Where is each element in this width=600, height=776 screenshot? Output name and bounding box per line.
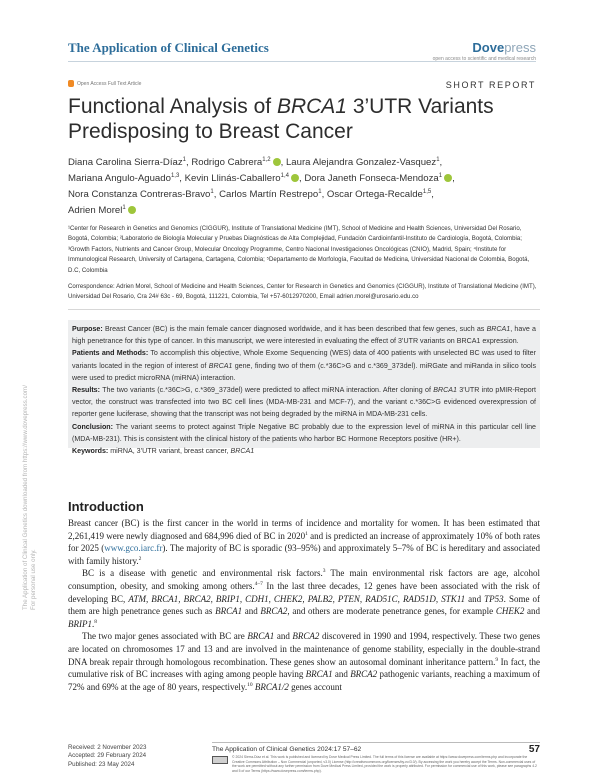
publication-dates: [68, 744, 146, 769]
author-name: Nora Constanza Contreras-Bravo: [68, 189, 211, 200]
open-access-label: [68, 80, 141, 87]
correspondence[interactable]: Correspondence: Adrien Morel, School of Medicine and Health Sciences, Center for Research in Genetics and Genomics (CIGGUR), Institute of Translational Medicine (IMT), Universidad Del Rosario, Cra 24# 63c - 69, Bogotá, 111221, Colombia, Tel +57-6012970200, Email adrien.morel@urosario.edu.co: [68, 283, 537, 301]
author-separator: ,: [179, 173, 185, 184]
footer-journal-citation: The Application of Clinical Genetics 2024:17 57–62: [212, 746, 362, 753]
gco-link[interactable]: www.gco.iarc.fr: [104, 543, 163, 554]
orcid-icon[interactable]: [444, 174, 452, 182]
publisher-name: Dove: [472, 40, 505, 55]
article-title: Functional Analysis of BRCA1 3’UTR Variants Predisposing to Breast Cancer: [68, 95, 494, 143]
page-number: 57: [528, 744, 540, 755]
author-affiliation-ref: 1: [210, 188, 214, 195]
license-text: © 2024 Sierra-Díaz et al. This work is published and licensed by Dove Medical Press Limited. The full terms of this license are available at https://www.dovepress.com/terms.php and incorporate the Creative Commons Attribution – Non Commercial (unported, v3.0) License (http://creativecommons.org/licenses/by-nc/3.0/). By accessing the work you hereby accept the Terms. Non-commercial uses of the work are permitted without any further permission from Dove Medical Press Limited, provided the work is properly attributed. For permission for commercial use of this work, please see paragraphs 4.2 and 5 of our Terms (https://www.dovepress.com/terms.php).: [232, 755, 537, 773]
orcid-icon[interactable]: [128, 206, 136, 214]
publisher-logo[interactable]: [433, 40, 536, 62]
watermark-line-2: For personal use only.: [30, 549, 37, 610]
author-name: Laura Alejandra Gonzalez-Vasquez: [285, 157, 437, 168]
author-separator: ,: [431, 189, 434, 200]
author-separator: ,: [298, 173, 305, 184]
author-affiliation-ref: 1,3: [170, 172, 180, 179]
creative-commons-icon[interactable]: [212, 756, 228, 764]
author-name: Adrien Morel: [68, 205, 123, 216]
author-affiliation-ref: 1,5: [422, 188, 432, 195]
date-received: Received: 2 November 2023: [68, 744, 147, 751]
author-affiliation-ref: 1: [438, 172, 443, 179]
author-separator: ,: [280, 157, 286, 168]
author-separator: ,: [213, 189, 220, 200]
intro-paragraph-2: BC is a disease with genetic and environmental risk factors.$^3$ The main environmental risk factors are age, alcohol consumption, obesity, and smoking among others.$^{4-7}$ In the last three decades, 12 genes have been associated with the risk of developing BC, ATM, BRCA1, BRCA2, BRIP1, CDH1, CHEK2, PALB2, PTEN, RAD51C, RAD51D, STK11 and TP53. Some of them are high penetrance genes such as BRCA1 and BRCA2, and others are moderate penetrance genes, for example CHEK2 and BRIP1.$^8$: [68, 568, 541, 629]
open-access-text: Open Access Full Text Article: [77, 80, 142, 87]
author-separator: ,: [185, 157, 192, 168]
author-affiliation-ref: 1: [182, 156, 186, 163]
abstract-keywords: Keywords: miRNA, 3’UTR variant, breast cancer, BRCA1: [72, 447, 255, 456]
footer-divider: [212, 742, 540, 743]
intro-paragraph-1: Breast cancer (BC) is the first cancer in the world in terms of incidence and mortality for women. It has been estimated that 2,261,419 were newly diagnosed and 684,996 died of BC in 2020$^1$ and is predicted an increase of approximately 10% of both rates for 2025 (www.gco.iarc.fr). The majority of BC is sporadic (93–95%) and approximately 5–7% of BC is hereditary and associated with family history.$^2$: [68, 518, 540, 566]
affiliations: ¹Center for Research in Genetics and Genomics (CIGGUR), Institute of Translational Medicine (IMT), School of Medicine and Health Sciences, Universidad Del Rosario, Bogotá, Colombia; ²Laboratorio de Biología Molecular y Pruebas Diagnósticas de Alta Complejidad, Fundación Cardioinfantil-Instituto de Cardiología, Bogotá, Colombia; ³Growth Factors, Nutrients and Cancer Group, Molecular Oncology Programme, Centro Nacional Investigaciones Oncológicas (CNIO), Madrid, Spain; ⁴Institute for Immunological Research, University of Cartagena, Cartagena, Colombia; ⁵Departamento de Morfología, Facultad de Medicina, Universidad Nacional de Colombia, Bogotá, D.C, Colombia: [68, 225, 530, 274]
watermark-line-1: The Application of Clinical Genetics downloaded from https://www.dovepress.com/: [22, 385, 29, 610]
article-type: SHORT REPORT: [445, 80, 536, 90]
author-affiliation-ref: 1: [318, 188, 322, 195]
author-name: Rodrigo Cabrera: [191, 157, 263, 168]
journal-name: The Application of Clinical Genetics: [68, 40, 269, 55]
download-watermark: [22, 190, 37, 610]
author-affiliation-ref: 1: [122, 204, 126, 211]
author-affiliation-ref: 1,4: [280, 172, 289, 179]
author-name: Dora Janeth Fonseca-Mendoza: [304, 173, 439, 184]
abstract-box: [68, 320, 540, 456]
open-access-lock-icon: [68, 80, 74, 87]
publisher-suffix: press: [504, 40, 536, 55]
author-name: Diana Carolina Sierra-Díaz: [68, 157, 183, 168]
date-published: Published: 23 May 2024: [68, 760, 135, 768]
author-name: Kevin Llinás-Caballero: [184, 173, 281, 184]
introduction-heading: Introduction: [68, 499, 144, 514]
author-separator: ,: [439, 157, 443, 168]
publisher-tagline: open access to scientific and medical research: [432, 56, 536, 62]
date-accepted: Accepted: 29 February 2024: [68, 752, 147, 760]
author-list: [68, 155, 538, 219]
section-divider: [68, 309, 540, 310]
header-divider: [68, 61, 536, 62]
author-affiliation-ref: 1: [436, 156, 440, 163]
abstract-conclusion: Conclusion: The variant seems to protect against Triple Negative BC probably due to the expression level of miRNA in this particular cell line (MDA-MB-231). This is consistent with the clinical history of the patients who harbor BC Hormone Receptors positive (HR+).: [72, 422, 536, 443]
abstract-methods: Patients and Methods: To accomplish this objective, Whole Exome Sequencing (WES) data of 400 patients with unselected BC was used to filter variants located in the region of interest of BRCA1 gene, finding two of them (c.*36C>G and c.*369_373del). miRGate and miRanda in silico tools were used to predict microRNA (miRNA) interaction.: [72, 349, 536, 382]
abstract-results: Results: The two variants (c.*36C>G, c.*369_373del) were predicted to affect miRNA interaction. After cloning of BRCA1 3’UTR into pMIR-Report vector, the construct was transfected into two BC cell lines (MDA-MB-231 and MCF-7), and the variant c.*36C>G evidenced overexpression of reporter gene luciferase, showing that the transcript was not being degraded by the miRNA in MDA-MB-231 cells.: [72, 386, 536, 419]
introduction-body: [68, 517, 540, 693]
author-name: Mariana Angulo-Aguado: [68, 173, 171, 184]
author-separator: ,: [321, 189, 327, 200]
author-name: Oscar Ortega-Recalde: [326, 189, 423, 200]
author-affiliation-ref: 1,2: [262, 156, 271, 163]
author-separator: ,: [452, 173, 455, 184]
intro-paragraph-3: The two major genes associated with BC are BRCA1 and BRCA2 discovered in 1990 and 1994, respectively. These two genes are located on chromosomes 17 and 13 and are involved in the maintenance of genome stability, especially in the double-strand DNA break repair through homologous recombination. These genes show an autosomal dominant inheritance pattern.$^9$ In fact, the cumulative risk of BC increases with aging among people having BRCA1 and BRCA2 pathogenic variants, reaching a maximum of 72% and 69% at the age of 80 years, respectively.$^{10}$ BRCA1/2 genes account: [68, 631, 540, 692]
orcid-icon[interactable]: [291, 174, 299, 182]
orcid-icon[interactable]: [273, 158, 281, 166]
author-name: Carlos Martín Restrepo: [219, 189, 319, 200]
abstract-purpose: Purpose: Breast Cancer (BC) is the main female cancer diagnosed worldwide, and it has been described that few genes, such as BRCA1, have a high penetrance for this type of cancer. In this manuscript, we were interested in evaluating the effect of 3’UTR variants on BRCA1 expression.: [72, 325, 536, 346]
